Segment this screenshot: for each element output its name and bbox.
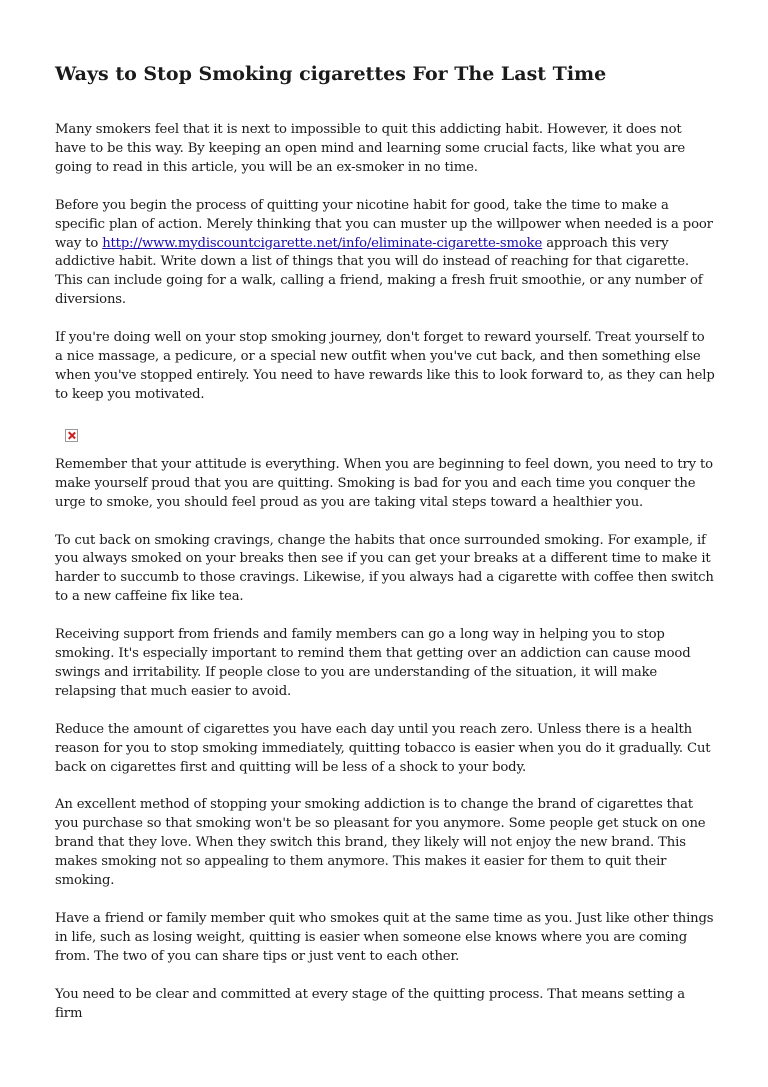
paragraph-10: You need to be clear and committed at every stage of the quitting process. That means setting a firm	[55, 986, 685, 1021]
paragraph-4: Remember that your attitude is everything. When you are beginning to feel down, you need to try to make yourself proud that you are quitting. Smoking is bad for you and each time you conquer the urge to smoke, you should feel proud as you are taking vital steps toward a healthier you.	[55, 456, 713, 510]
paragraph-2	[55, 197, 715, 310]
broken-image-icon	[65, 429, 78, 442]
paragraph-2-text-before: Before you begin the process of quitting your nicotine habit for good, take the time to make a specific plan of action. Merely thinking that you can muster up the willpower when needed is a poor way to	[55, 197, 713, 251]
cigarette-link[interactable]: http://www.mydiscountcigarette.net/info/eliminate-cigarette-smoke	[102, 235, 543, 251]
paragraph-8: An excellent method of stopping your smoking addiction is to change the brand of cigarettes that you purchase so that smoking won't be so pleasant for you anymore. Some people get stuck on one brand that they love. When they switch this brand, they likely will not enjoy the new brand. This makes smoking not so appealing to them anymore. This makes it easier for them to quit their smoking.	[55, 797, 706, 889]
paragraph-1: Many smokers feel that it is next to impossible to quit this addicting habit. However, it does not have to be this way. By keeping an open mind and learning some crucial facts, like what you are going to read in this article, you will be an ex-smoker in no time.	[55, 122, 686, 175]
page-title: Ways to Stop Smoking cigarettes For The Last Time	[55, 63, 607, 85]
paragraph-9: Have a friend or family member quit who smokes quit at the same time as you. Just like other things in life, such as losing weight, quitting is easier when someone else knows where you are coming from. The two of you can share tips or just vent to each other.	[55, 911, 714, 964]
paragraph-2-text-after: approach this very addictive habit. Write down a list of things that you will do instead of reaching for that cigarette. This can include going for a walk, calling a friend, making a fresh fruit smoothie, or any number of diversions.	[55, 235, 703, 308]
paragraph-7: Reduce the amount of cigarettes you have each day until you reach zero. Unless there is a health reason for you to stop smoking immediately, quitting tobacco is easier when you do it gradually. Cut back on cigarettes first and quitting will be less of a shock to your body.	[55, 721, 711, 775]
image-placeholder	[55, 424, 715, 450]
article-body	[55, 121, 715, 1043]
paragraph-5: To cut back on smoking cravings, change the habits that once surrounded smoking. For example, if you always smoked on your breaks then see if you can get your breaks at a different time to make it harder to succumb to those cravings. Likewise, if you always had a cigarette with coffee then switch to a new caffeine fix like tea.	[55, 532, 714, 605]
paragraph-6: Receiving support from friends and family members can go a long way in helping you to stop smoking. It's especially important to remind them that getting over an addiction can cause mood swings and irritability. If people close to you are understanding of the situation, it will make relapsing that much easier to avoid.	[55, 627, 691, 699]
paragraph-3: If you're doing well on your stop smoking journey, don't forget to reward yourself. Treat yourself to a nice massage, a pedicure, or a special new outfit when you've cut back, and then something else when you've stopped entirely. You need to have rewards like this to look forward to, as they can help to keep you motivated.	[55, 330, 715, 402]
